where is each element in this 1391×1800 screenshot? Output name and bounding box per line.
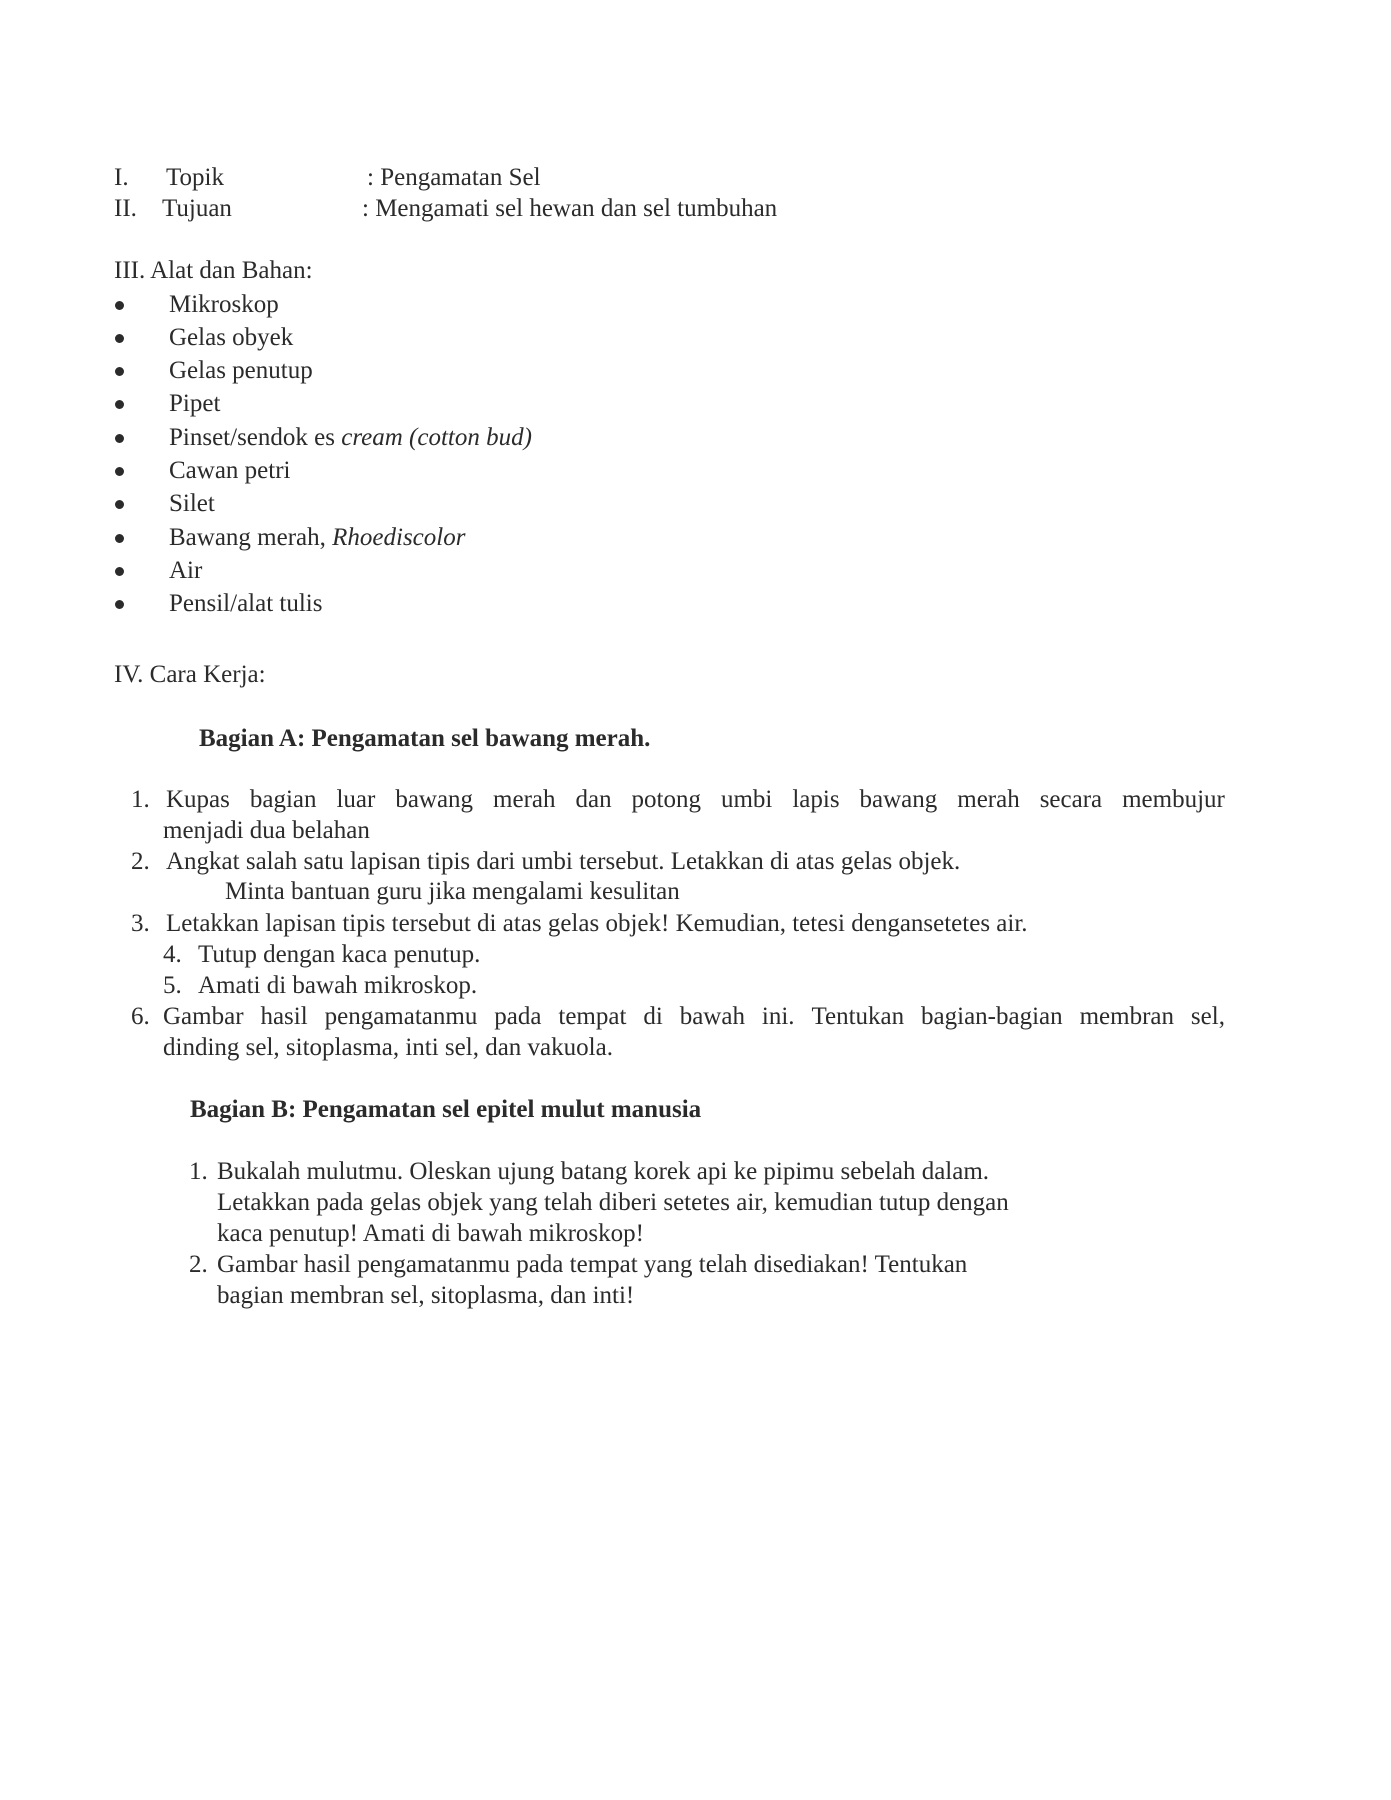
word: bawang	[395, 786, 474, 813]
bullet-icon	[115, 334, 124, 343]
part-a-step-6-line-2: dinding sel, sitoplasma, inti sel, dan vakuola.	[163, 1034, 613, 1061]
part-a-step-2-line-2: Minta bantuan guru jika mengalami kesulitan	[225, 878, 680, 905]
part-a-step-1-line-2: menjadi dua belahan	[163, 817, 370, 844]
material-item: Pensil/alat tulis	[169, 590, 323, 617]
word: membujur	[1122, 786, 1225, 813]
bullet-icon	[115, 367, 124, 376]
part-b-step-2-line-1: Gambar hasil pengamatanmu pada tempat yang telah disediakan! Tentukan	[217, 1251, 968, 1278]
material-item: Gelas obyek	[169, 324, 294, 351]
word: pengamatanmu	[324, 1003, 478, 1030]
step-number: 5.	[163, 972, 182, 999]
goal-value: : Mengamati sel hewan dan sel tumbuhan	[362, 195, 778, 222]
word: membran	[1079, 1003, 1174, 1030]
material-item	[169, 523, 465, 553]
part-b-step-1-line-3: kaca penutup! Amati di bawah mikroskop!	[217, 1220, 644, 1247]
part-a-step-1-line-1	[166, 785, 1225, 815]
bullet-icon	[115, 434, 124, 443]
material-item: Pipet	[169, 390, 221, 417]
word: umbi	[720, 786, 773, 813]
word: bawang	[859, 786, 938, 813]
word: Kupas	[166, 786, 230, 813]
step-number: 4.	[163, 941, 182, 968]
word: hasil	[260, 1003, 308, 1030]
step-number: 1.	[131, 786, 150, 813]
material-item-text: Bawang merah,	[169, 524, 333, 551]
word: potong	[631, 786, 701, 813]
material-item-italic: Rhoediscolor	[332, 524, 466, 551]
bullet-icon	[115, 534, 124, 543]
word: ini.	[761, 1003, 795, 1030]
bullet-icon	[115, 301, 124, 310]
part-b-step-1-line-1: Bukalah mulutmu. Oleskan ujung batang korek api ke pipimu sebelah dalam.	[217, 1158, 990, 1185]
materials-heading: III. Alat dan Bahan:	[114, 257, 313, 284]
bullet-icon	[115, 467, 124, 476]
part-b-title: Bagian B: Pengamatan sel epitel mulut manusia	[190, 1096, 702, 1123]
word: Gambar	[163, 1003, 244, 1030]
word: merah	[957, 786, 1020, 813]
word: luar	[336, 786, 376, 813]
word: lapis	[792, 786, 840, 813]
word: Tentukan	[811, 1003, 905, 1030]
part-b-step-1-line-2: Letakkan pada gelas objek yang telah diberi setetes air, kemudian tutup dengan	[217, 1189, 1009, 1216]
step-number: 2.	[189, 1251, 208, 1278]
material-item	[169, 423, 532, 453]
word: bagian-bagian	[921, 1003, 1063, 1030]
step-number: 1.	[189, 1158, 208, 1185]
word: bagian	[249, 786, 317, 813]
goal-number: II.	[114, 195, 137, 222]
part-a-step-3-line-1: Letakkan lapisan tipis tersebut di atas gelas objek! Kemudian, tetesi dengansetetes air.	[166, 910, 1028, 937]
word: pada	[494, 1003, 542, 1030]
part-a-step-4-line-1: Tutup dengan kaca penutup.	[198, 941, 481, 968]
material-item: Gelas penutup	[169, 357, 313, 384]
part-a-step-5-line-1: Amati di bawah mikroskop.	[198, 972, 478, 999]
bullet-icon	[115, 567, 124, 576]
word: merah	[493, 786, 556, 813]
bullet-icon	[115, 600, 124, 609]
material-item: Mikroskop	[169, 291, 279, 318]
topic-number: I.	[114, 164, 129, 191]
topic-value: : Pengamatan Sel	[367, 164, 541, 191]
material-item: Silet	[169, 490, 215, 517]
procedure-heading: IV. Cara Kerja:	[114, 661, 266, 688]
step-number: 2.	[131, 848, 150, 875]
topic-label: Topik	[166, 164, 224, 191]
part-b-step-2-line-2: bagian membran sel, sitoplasma, dan inti!	[217, 1282, 635, 1309]
material-item-text: Pinset/sendok es	[169, 424, 342, 451]
material-item: Cawan petri	[169, 457, 291, 484]
word: tempat	[558, 1003, 627, 1030]
word: sel,	[1190, 1003, 1225, 1030]
word: dan	[575, 786, 612, 813]
word: secara	[1039, 786, 1103, 813]
bullet-icon	[115, 500, 124, 509]
material-item: Air	[169, 557, 203, 584]
word: di	[643, 1003, 663, 1030]
step-number: 6.	[131, 1003, 150, 1030]
part-a-step-6-line-1	[163, 1002, 1225, 1032]
part-a-title: Bagian A: Pengamatan sel bawang merah.	[199, 725, 651, 752]
word: bawah	[679, 1003, 745, 1030]
goal-label: Tujuan	[162, 195, 232, 222]
step-number: 3.	[131, 910, 150, 937]
material-item-italic: cream (cotton bud)	[341, 424, 532, 451]
bullet-icon	[115, 400, 124, 409]
part-a-step-2-line-1: Angkat salah satu lapisan tipis dari umbi tersebut. Letakkan di atas gelas objek.	[166, 848, 961, 875]
